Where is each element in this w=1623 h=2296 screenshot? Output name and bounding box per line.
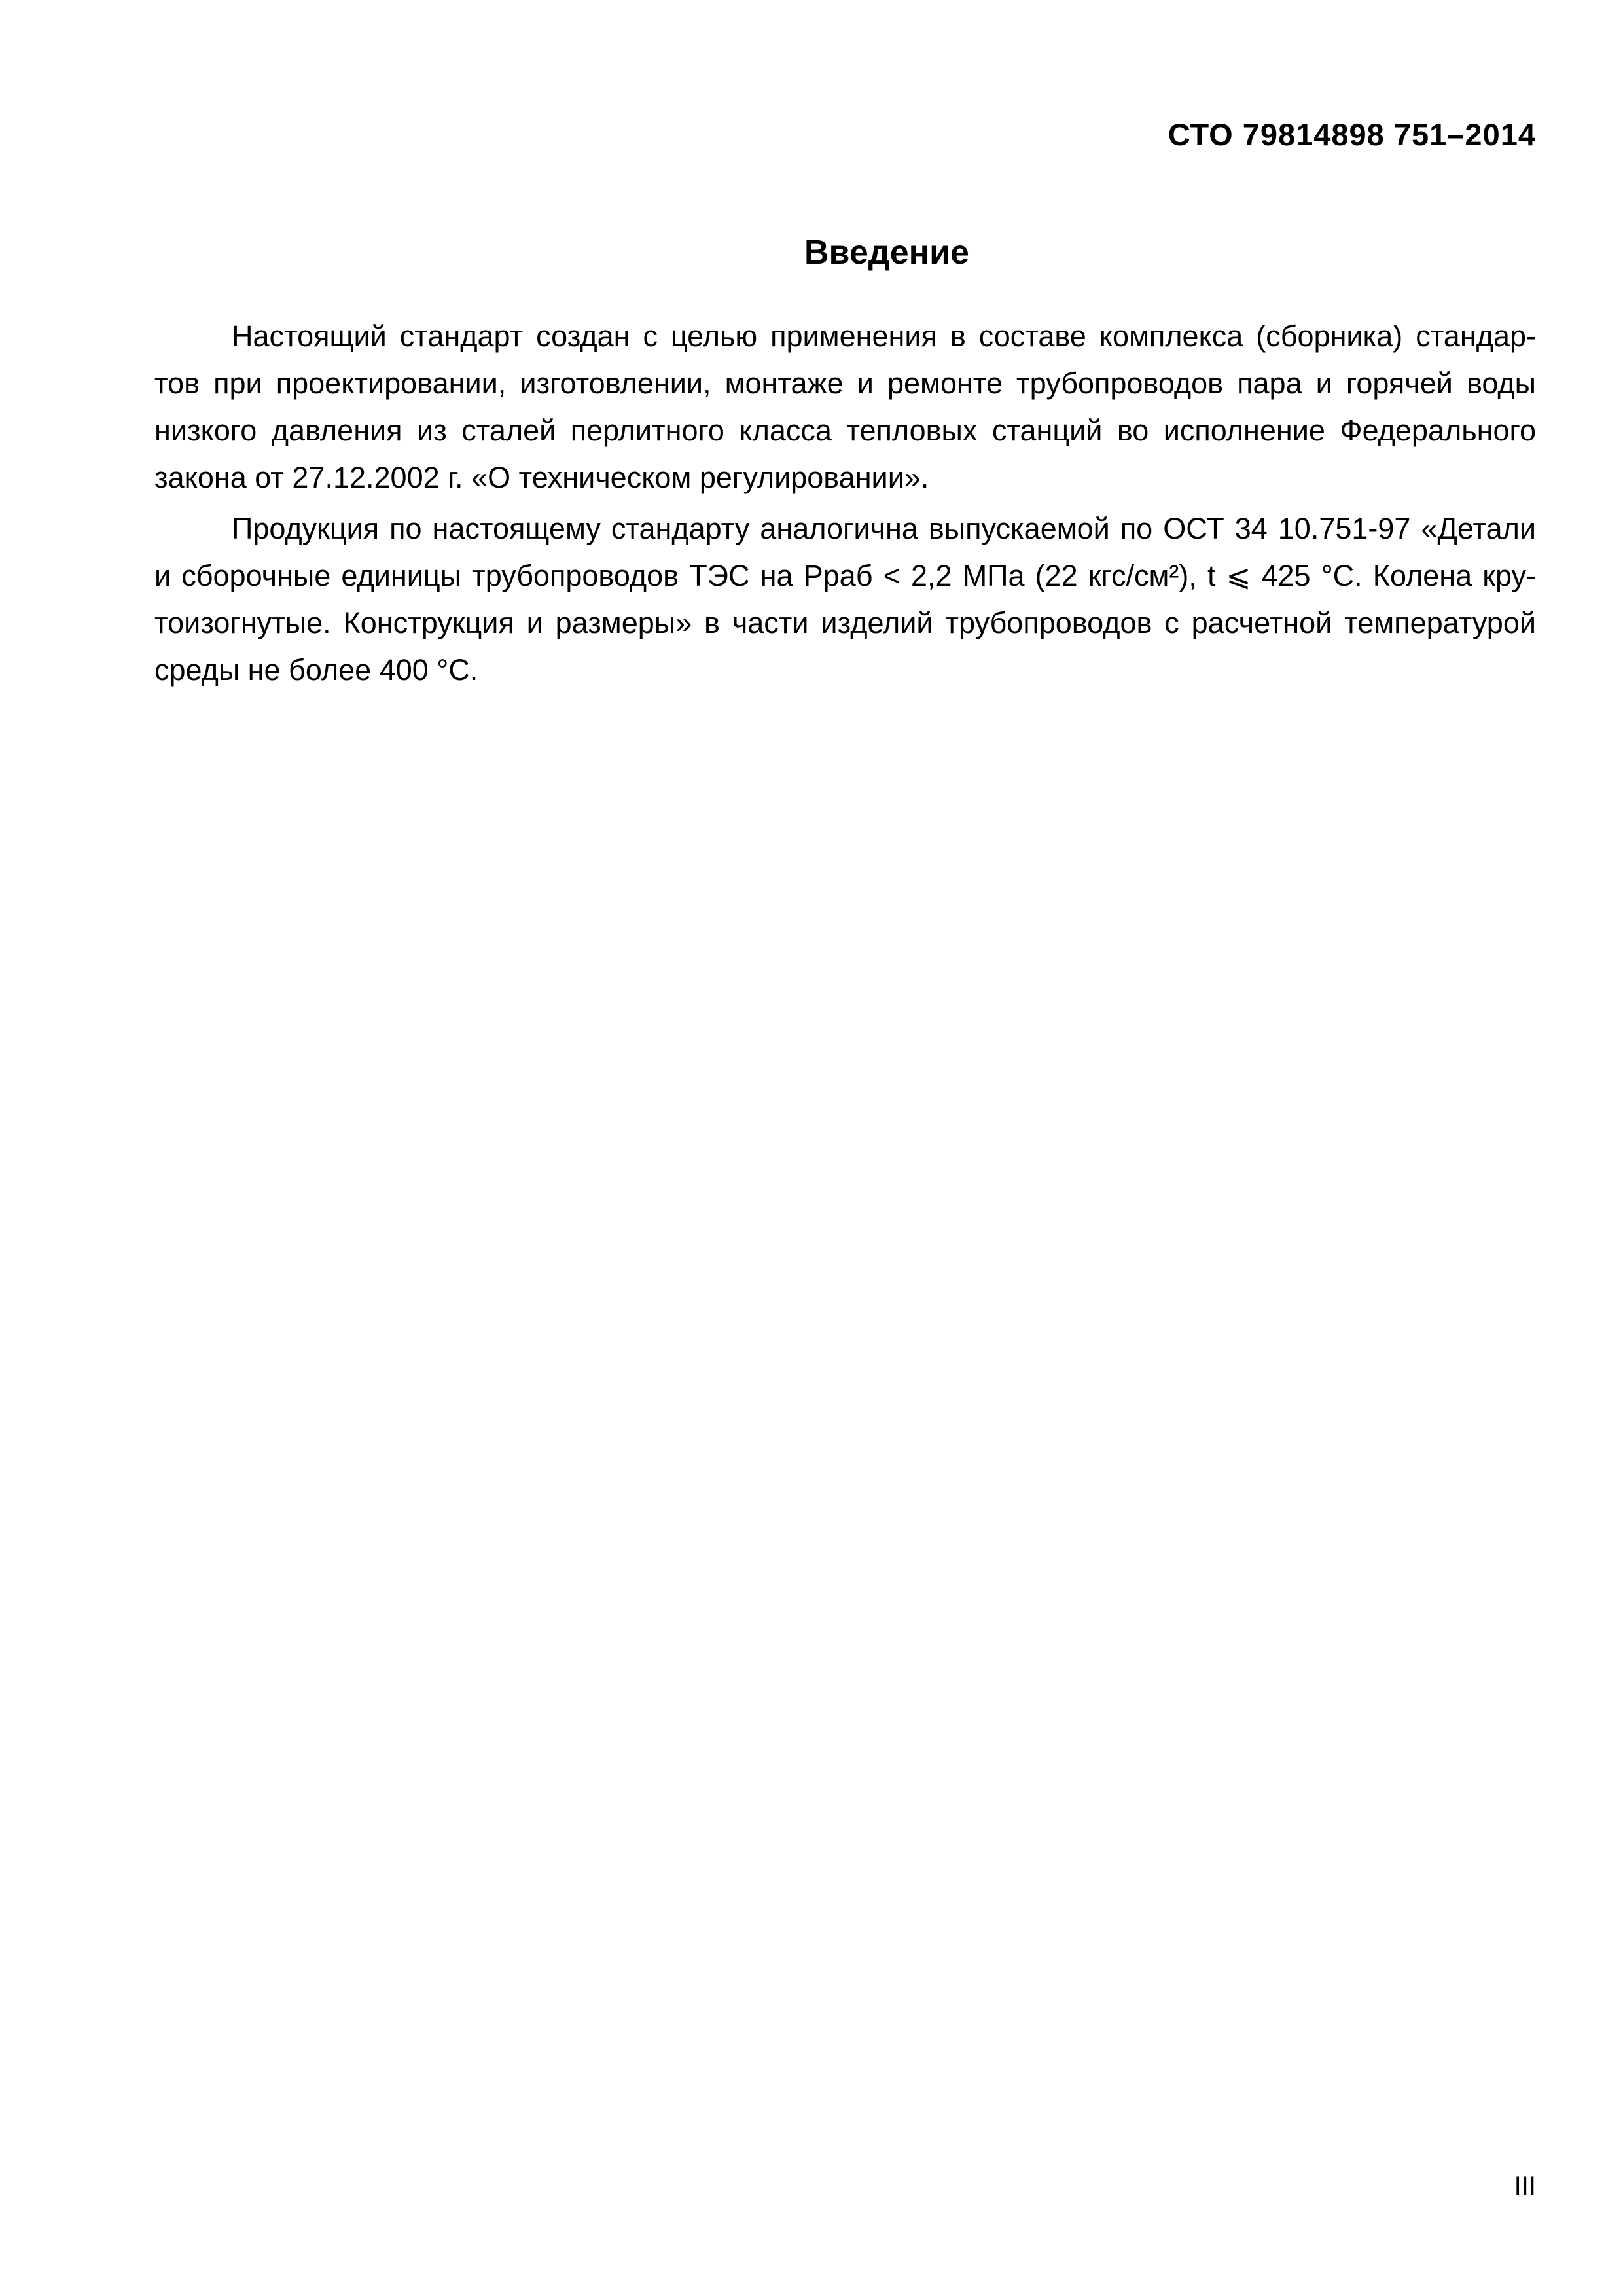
section-title: Введение xyxy=(804,234,969,272)
paragraph-line: закона от 27.12.2002 г. «О техническом регулировании». xyxy=(154,461,929,494)
paragraph-line: тов при проектировании, изготовлении, монтаже и ремонте трубопроводов пара и горячей воды xyxy=(154,367,1536,400)
paragraph-line: Настоящий стандарт создан с целью применения в составе комплекса (сборника) стандар- xyxy=(232,319,1536,353)
paragraph-line: Продукция по настоящему стандарту аналогична выпускаемой по ОСТ 34 10.751-97 «Детали xyxy=(232,512,1536,545)
paragraph-line: низкого давления из сталей перлитного класса тепловых станций во исполнение Федерального xyxy=(154,414,1536,447)
document-code: СТО 79814898 751–2014 xyxy=(1168,117,1536,152)
paragraph xyxy=(154,313,1536,501)
body-text xyxy=(154,313,1536,698)
page-number: III xyxy=(1514,2172,1536,2200)
paragraph-line: среды не более 400 °С. xyxy=(154,653,478,687)
paragraph-line: и сборочные единицы трубопроводов ТЭС на Рраб < 2,2 МПа (22 кгс/см²), t ⩽ 425 °С. Колена кру- xyxy=(154,559,1536,592)
paragraph-line: тоизогнутые. Конструкция и размеры» в части изделий трубопроводов с расчетной температурой xyxy=(154,606,1536,639)
paragraph xyxy=(154,505,1536,694)
